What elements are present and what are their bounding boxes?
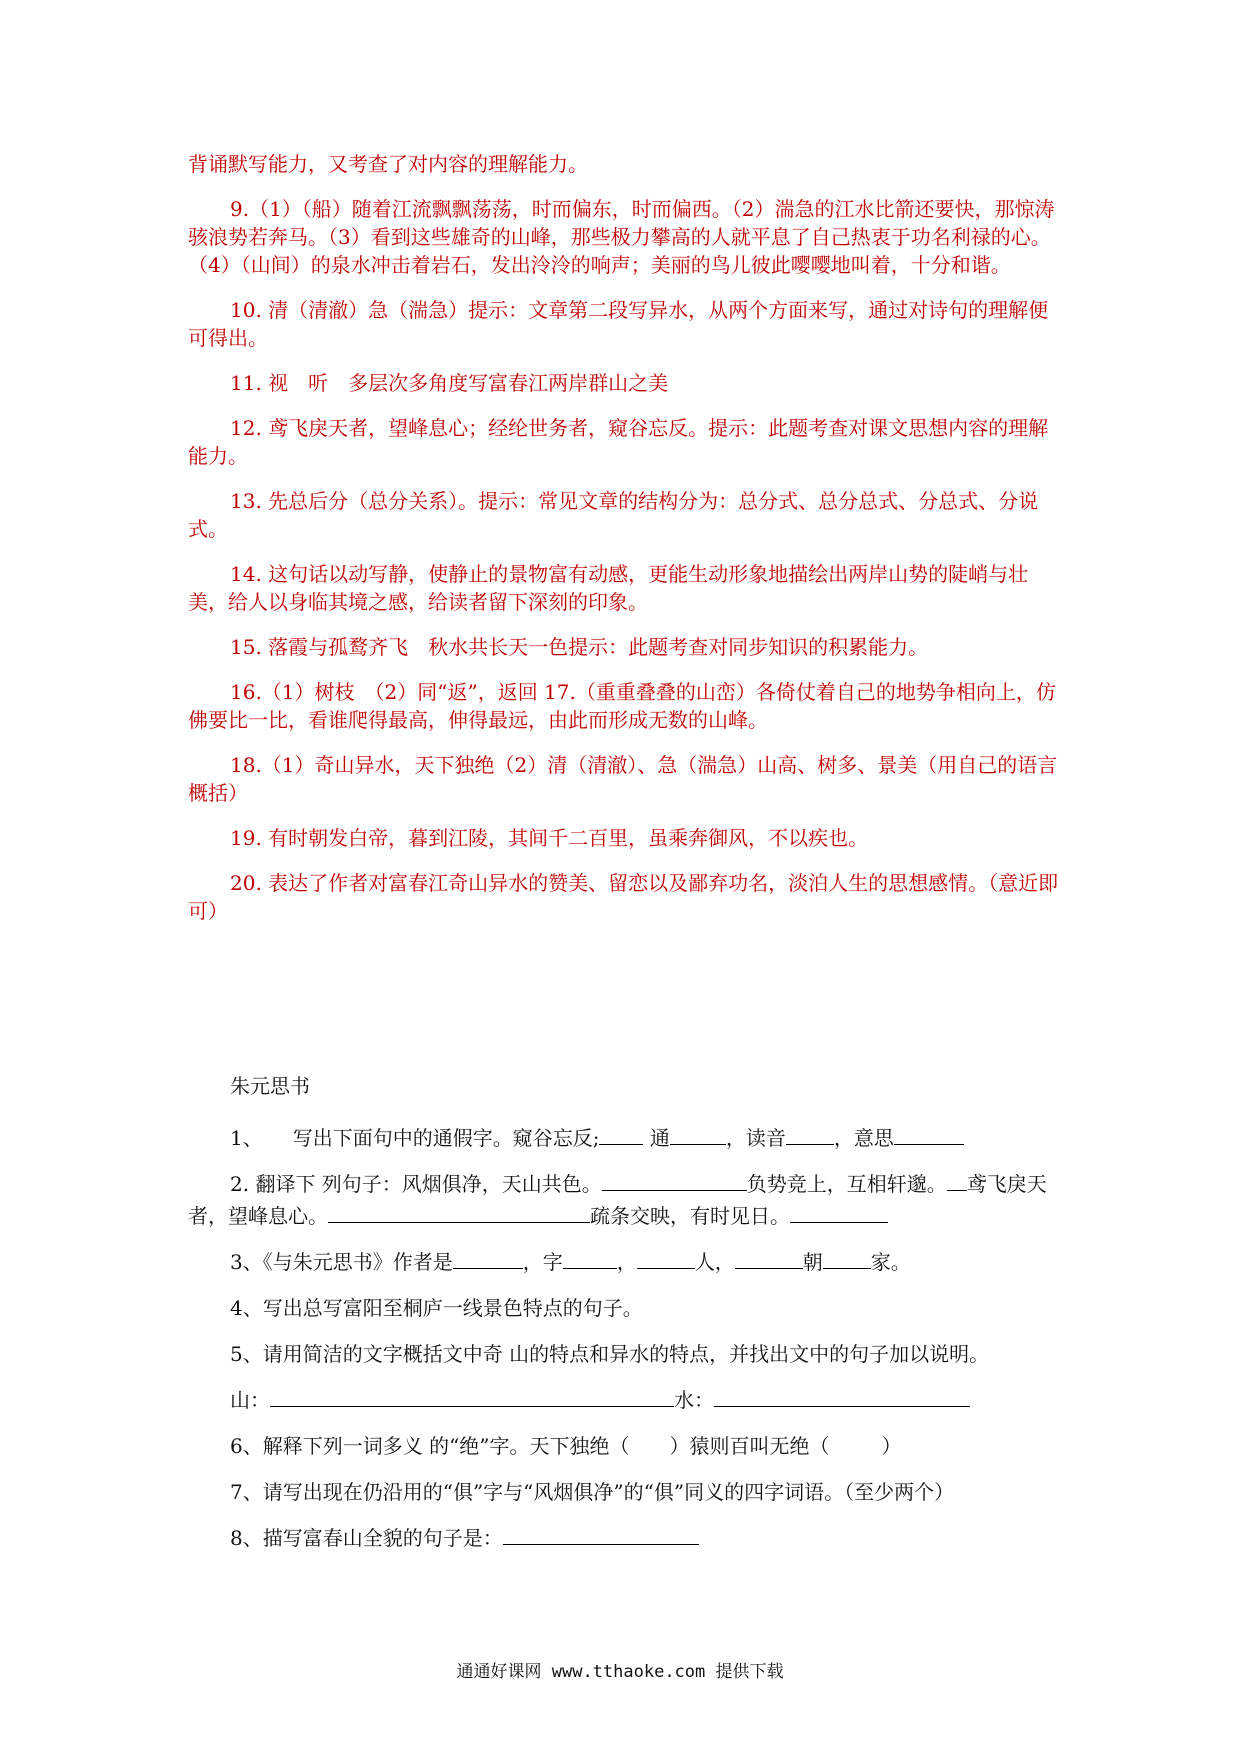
question-5-answer-line: 山： 水： (188, 1384, 1060, 1416)
answer-blank[interactable] (894, 1122, 964, 1145)
answer-paragraph: 背诵默写能力，又考查了对内容的理解能力。 (188, 152, 588, 176)
answer-section (188, 150, 1060, 942)
answer-blank[interactable] (714, 1384, 970, 1407)
answer-blank[interactable] (599, 1122, 643, 1145)
question-1: 1、 写出下面句中的通假字。窥谷忘反; 通 ，读音 ，意思 (188, 1122, 1060, 1154)
answer-blank[interactable] (947, 1168, 967, 1191)
answer-paragraph: 12. 鸢飞戾天者，望峰息心；经纶世务者，窥谷忘反。提示：此题考查对课文思想内容的理解能力。 (188, 416, 1049, 468)
answer-paragraph: 18.（1）奇山异水，天下独绝（2）清（清澈）、急（湍急）山高、树多、景美（用自己的语言概括） (188, 753, 1058, 805)
answer-blank[interactable] (503, 1522, 699, 1545)
answer-paragraph: 15. 落霞与孤鹜齐飞 秋水共长天一色提示：此题考查对同步知识的积累能力。 (230, 635, 929, 659)
section-title: 朱元思书 (230, 1074, 310, 1098)
answer-blank[interactable] (328, 1200, 590, 1223)
question-section (188, 1072, 1060, 1568)
answer-blank[interactable] (637, 1246, 695, 1269)
answer-blank[interactable] (786, 1122, 834, 1145)
question-4: 4、写出总写富阳至桐庐一线景色特点的句子。 (230, 1296, 643, 1320)
answer-blank[interactable] (823, 1246, 871, 1269)
answer-paragraph: 13. 先总后分（总分关系）。提示：常见文章的结构分为：总分式、总分总式、分总式、分说式。 (188, 489, 1039, 541)
answer-paragraph: 20. 表达了作者对富春江奇山异水的赞美、留恋以及鄙弃功名，淡泊人生的思想感情。（意近即可） (188, 871, 1059, 923)
answer-paragraph: 10. 清（清澈）急（湍急）提示：文章第二段写异水，从两个方面来写，通过对诗句的理解便可得出。 (188, 298, 1049, 350)
answer-paragraph: 11. 视 听 多层次多角度写富春江两岸群山之美 (230, 371, 669, 395)
answer-blank[interactable] (270, 1384, 674, 1407)
answer-paragraph: 14. 这句话以动写静，使静止的景物富有动感，更能生动形象地描绘出两岸山势的陡峭与壮美，给人以身临其境之感，给读者留下深刻的印象。 (188, 562, 1029, 614)
question-7: 7、请写出现在仍沿用的“俱”字与“风烟俱净”的“俱”同义的四字词语。（至少两个） (230, 1480, 955, 1504)
question-5: 5、请用简洁的文字概括文中奇 山的特点和异水的特点，并找出文中的句子加以说明。 (230, 1342, 990, 1366)
question-8: 8、描写富春山全貌的句子是： (188, 1522, 1060, 1554)
answer-blank[interactable] (563, 1246, 617, 1269)
question-2: 2. 翻译下 列句子：风烟俱净，天山共色。 负势竞上，互相轩邈。 鸢飞戾天者，望峰息心。 疏条交映，有时见日。 (188, 1168, 1060, 1232)
answer-paragraph: 16.（1）树枝 （2）同“返”，返回 17.（重重叠叠的山峦）各倚仗着自己的地势争相向上，仿佛要比一比，看谁爬得最高，伸得最远，由此而形成无数的山峰。 (188, 680, 1056, 732)
question-3: 3、《与朱元思书》作者是 ，字 ， 人， 朝 家。 (188, 1246, 1060, 1278)
answer-paragraph: 9.（1）（船）随着江流飘飘荡荡，时而偏东，时而偏西。（2）湍急的江水比箭还要快，那惊涛骇浪势若奔马。（3）看到这些雄奇的山峰，那些极力攀高的人就平息了自己热衷于功名利禄的心。（4）（山间）的泉水冲击着岩石，发出泠泠的响声；美丽的鸟儿彼此嘤嘤地叫着，十分和谐。 (188, 197, 1055, 277)
answer-blank[interactable] (735, 1246, 803, 1269)
footer-source: 通通好课网 www.tthaoke.com 提供下载 (456, 1662, 784, 1682)
answer-blank[interactable] (602, 1168, 747, 1191)
answer-blank[interactable] (670, 1122, 726, 1145)
answer-blank[interactable] (790, 1200, 888, 1223)
answer-paragraph: 19. 有时朝发白帝，暮到江陵，其间千二百里，虽乘奔御风，不以疾也。 (230, 826, 869, 850)
answer-blank[interactable] (453, 1246, 523, 1269)
question-6: 6、解释下列一词多义 的“绝”字。天下独绝（ ）猿则百叫无绝（ ） (230, 1434, 902, 1458)
